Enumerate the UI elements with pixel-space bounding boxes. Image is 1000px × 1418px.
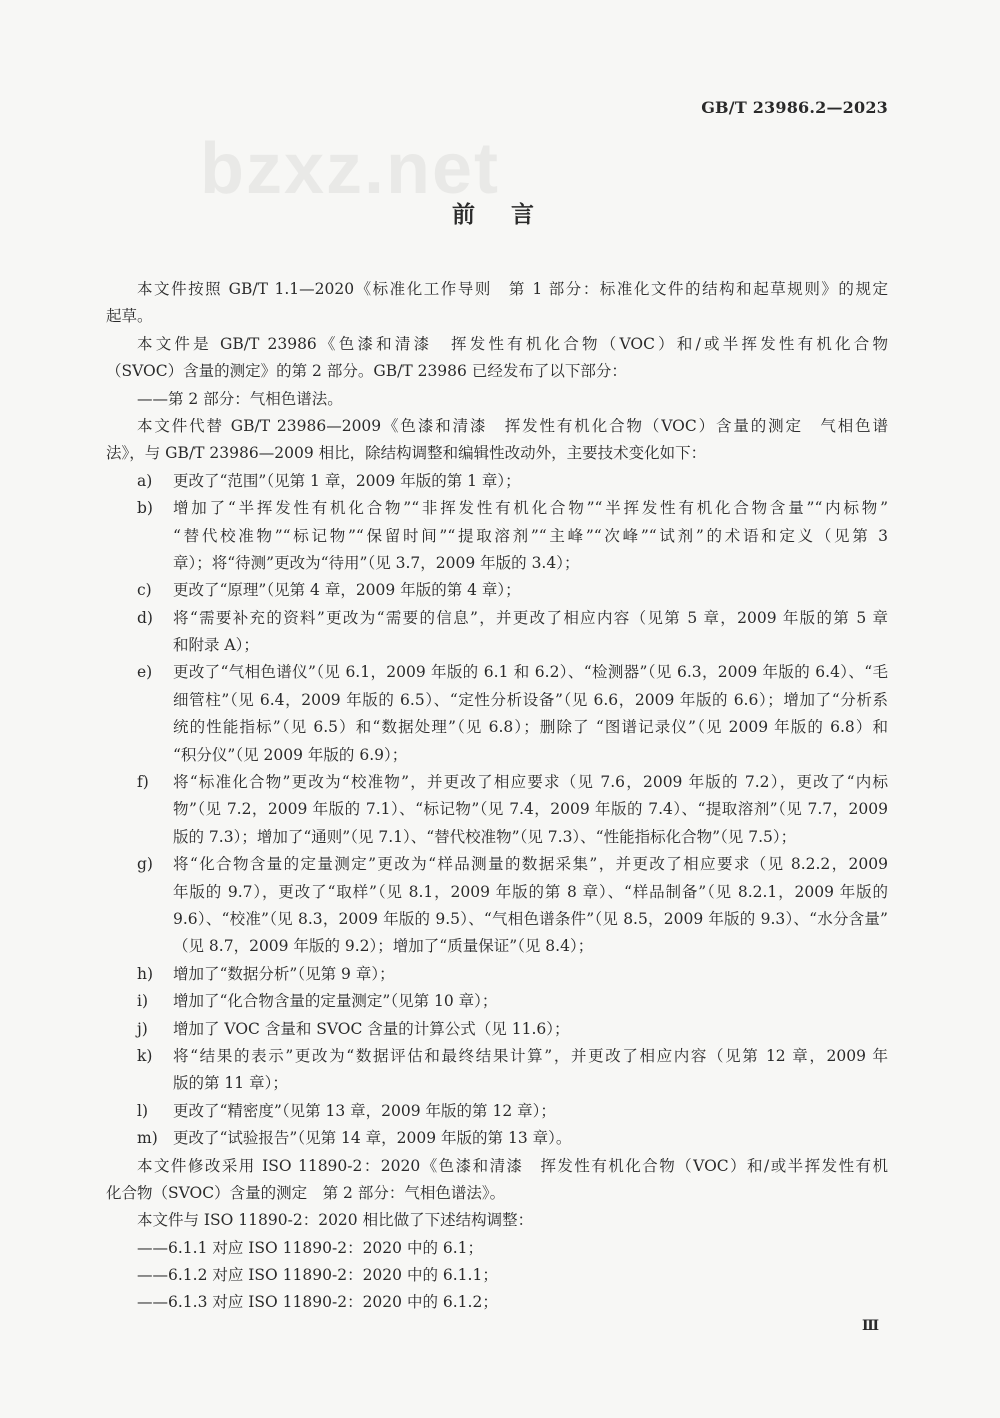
list-item (106, 468, 888, 495)
watermark: bzxz.net (200, 129, 501, 209)
text-line (106, 1289, 888, 1316)
paragraph (106, 276, 888, 331)
line-text: 增加了“化合物含量的定量测定”（见第 10 章）； (173, 992, 498, 1011)
list-item-label: a) (137, 471, 153, 490)
text-line (106, 1098, 888, 1125)
paragraph (106, 1153, 888, 1208)
page-title: 前 言 (451, 201, 548, 228)
text-line (106, 550, 888, 577)
text-line (106, 1180, 888, 1207)
paragraph (106, 1262, 888, 1289)
text-line (106, 824, 888, 851)
text-line (106, 1070, 888, 1097)
list-item-label: f) (137, 773, 149, 792)
text-line (106, 386, 888, 413)
line-text: 化合物（SVOC）含量的测定 第 2 部分：气相色谱法》。 (106, 1183, 506, 1202)
text-line (106, 1125, 888, 1152)
text-line (106, 879, 888, 906)
text-line (106, 413, 888, 440)
paragraph (106, 331, 888, 386)
text-line (106, 714, 888, 741)
list-item-label: k) (137, 1046, 153, 1065)
line-text: 年版的 9.7），更改了“取样”（见 8.1，2009 年版的第 8 章）、“样品制备”（见 8.2.1，2009 年版的 (173, 882, 888, 901)
line-text: 更改了“原理”（见第 4 章，2009 年版的第 4 章）； (173, 581, 521, 600)
paragraph (106, 1235, 888, 1262)
line-text: ——6.1.1 对应 ISO 11890-2：2020 中的 6.1； (137, 1238, 484, 1257)
line-text: （SVOC）含量的测定》的第 2 部分。GB/T 23986 已经发布了以下部分： (106, 362, 627, 381)
foreword-body (106, 276, 888, 1317)
list-item-label: l) (137, 1101, 149, 1120)
line-text: 本文件按照 GB/T 1.1—2020《标准化工作导则 第 1 部分：标准化文件的结构和起草规则》的规定 (137, 280, 888, 298)
line-text: 增加了“数据分析”（见第 9 章）； (173, 964, 395, 983)
line-text: 更改了“气相色谱仪”（见 6.1，2009 年版的 6.1 和 6.2）、“检测器”（见 6.3，2009 年版的 6.4）、“毛 (173, 663, 888, 682)
line-text: 本文件是 GB/T 23986《色漆和清漆 挥发性有机化合物（VOC）和/或半挥发性有机化合物 (137, 334, 888, 353)
text-line (106, 933, 888, 960)
line-text: 将“化合物含量的定量测定”更改为“样品测量的数据采集”，并更改了相应要求（见 8.2.2，2009 (173, 855, 888, 874)
text-line (106, 988, 888, 1015)
line-text: ——6.1.2 对应 ISO 11890-2：2020 中的 6.1.1； (137, 1266, 498, 1285)
paragraph (106, 413, 888, 468)
line-text: 本文件与 ISO 11890-2：2020 相比做了下述结构调整： (137, 1211, 534, 1230)
line-text: 更改了“试验报告”（见第 14 章，2009 年版的第 13 章）。 (173, 1129, 572, 1148)
text-line (106, 303, 888, 330)
text-line (106, 742, 888, 769)
line-text: 和附录 A）； (173, 636, 259, 655)
line-text: 将“标准化合物”更改为“校准物”，并更改了相应要求（见 7.6，2009 年版的 7.2），更改了“内标 (173, 773, 888, 792)
line-text: “积分仪”（见 2009 年版的 6.9）； (173, 745, 408, 764)
text-line (106, 1043, 888, 1070)
line-text: 增加了 VOC 含量和 SVOC 含量的计算公式（见 11.6）； (173, 1019, 570, 1038)
text-line (106, 358, 888, 385)
text-line (106, 906, 888, 933)
text-line (106, 1207, 888, 1234)
line-text: “替代校准物”“标记物”“保留时间”“提取溶剂”“主峰”“次峰”“试剂”的术语和定义（见第 3 (173, 526, 888, 545)
text-line (106, 851, 888, 878)
line-text: 将“结果的表示”更改为“数据评估和最终结果计算”，并更改了相应内容（见第 12 章，2009 年 (173, 1046, 888, 1065)
line-text: 本文件代替 GB/T 23986—2009《色漆和清漆 挥发性有机化合物（VOC）含量的测定 气相色谱 (137, 416, 888, 435)
list-item (106, 851, 888, 961)
text-line (106, 769, 888, 796)
list-item (106, 1125, 888, 1152)
paragraph (106, 1289, 888, 1316)
list-item-label: c) (137, 581, 152, 600)
list-item-label: e) (137, 663, 153, 682)
list-item (106, 605, 888, 660)
line-text: 9.6）、“校准”（见 8.3，2009 年版的 9.5）、“气相色谱条件”（见 8.5，2009 年版的 9.3）、“水分含量” (173, 909, 888, 928)
list-item-label: d) (137, 608, 153, 627)
text-line (106, 495, 888, 522)
standard-number: GB/T 23986.2—2023 (701, 98, 888, 117)
text-line (106, 331, 888, 358)
text-line (106, 659, 888, 686)
line-text: 将“需要补充的资料”更改为“需要的信息”，并更改了相应内容（见第 5 章，2009 年版的第 5 章 (173, 608, 888, 627)
list-item (106, 769, 888, 851)
line-text: 章）；将“待测”更改为“待用”（见 3.7，2009 年版的 3.4）； (173, 553, 580, 572)
text-line (106, 605, 888, 632)
line-text: 版的 7.3）；增加了“通则”（见 7.1）、“替代校准物”（见 7.3）、“性能指标化合物”（见 7.5）； (173, 827, 797, 846)
list-item (106, 988, 888, 1015)
line-text: 版的第 11 章）； (173, 1074, 288, 1093)
list-item (106, 1098, 888, 1125)
list-item (106, 577, 888, 604)
text-line (106, 276, 888, 303)
text-line (106, 468, 888, 495)
list-item-label: i) (137, 992, 149, 1011)
line-text: 更改了“精密度”（见第 13 章，2009 年版的第 12 章）； (173, 1101, 556, 1120)
line-text: 统的性能指标”（见 6.5）和“数据处理”（见 6.8）；删除了 “图谱记录仪”（见 2009 年版的 6.8）和 (173, 718, 888, 737)
text-line (106, 687, 888, 714)
line-text: ——6.1.3 对应 ISO 11890-2：2020 中的 6.1.2； (137, 1293, 498, 1312)
text-line (106, 796, 888, 823)
text-line (106, 632, 888, 659)
list-item (106, 1043, 888, 1098)
text-line (106, 961, 888, 988)
text-line (106, 1262, 888, 1289)
text-line (106, 1153, 888, 1180)
list-item (106, 659, 888, 769)
text-line (106, 523, 888, 550)
text-line (106, 440, 888, 467)
text-line (106, 1235, 888, 1262)
page-number: Ⅲ (862, 1318, 880, 1334)
line-text: 法》，与 GB/T 23986—2009 相比，除结构调整和编辑性改动外，主要技术变化如下： (106, 444, 707, 463)
line-text: 更改了“范围”（见第 1 章，2009 年版的第 1 章）； (173, 471, 521, 490)
line-text: 起草。 (106, 307, 153, 326)
list-item-label: g) (137, 855, 153, 874)
paragraph (106, 1207, 888, 1234)
line-text: 物”（见 7.2，2009 年版的 7.1）、“标记物”（见 7.4，2009 年版的 7.4）、“提取溶剂”（见 7.7，2009 (173, 800, 888, 819)
list-item-label: m) (137, 1129, 158, 1148)
line-text: ——第 2 部分：气相色谱法。 (137, 389, 343, 408)
list-item-label: b) (137, 499, 153, 518)
list-item-label: j) (137, 1019, 148, 1038)
paragraph (106, 386, 888, 413)
text-line (106, 577, 888, 604)
list-item (106, 961, 888, 988)
text-line (106, 1016, 888, 1043)
line-text: （见 8.7，2009 年版的 9.2）；增加了“质量保证”（见 8.4）； (173, 937, 594, 956)
line-text: 细管柱”（见 6.4，2009 年版的 6.5）、“定性分析设备”（见 6.6，2009 年版的 6.6）；增加了“分析系 (173, 690, 888, 709)
list-item (106, 1016, 888, 1043)
list-item (106, 495, 888, 577)
line-text: 本文件修改采用 ISO 11890-2：2020《色漆和清漆 挥发性有机化合物（VOC）和/或半挥发性有机 (137, 1156, 888, 1175)
line-text: 增加了“半挥发性有机化合物”“非挥发性有机化合物”“半挥发性有机化合物含量”“内标物” (173, 499, 888, 518)
list-item-label: h) (137, 964, 154, 983)
